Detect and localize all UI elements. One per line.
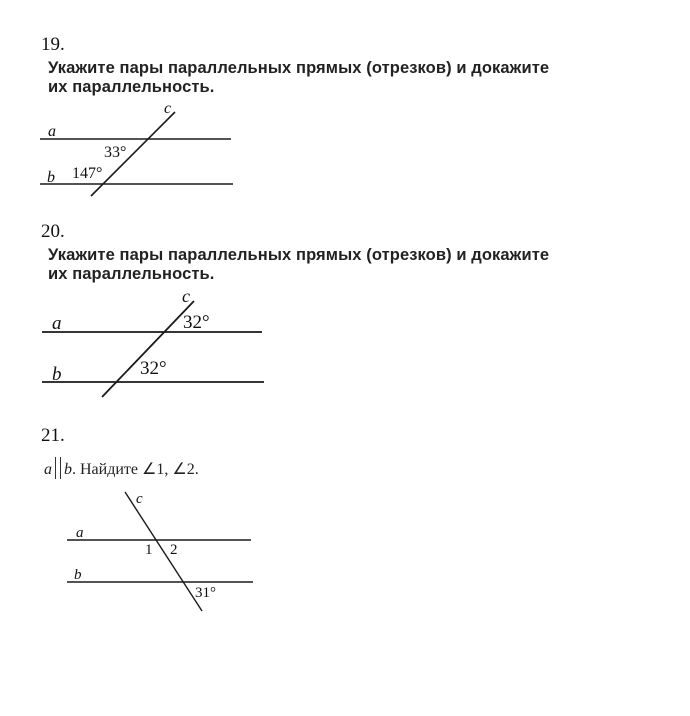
label-a: a xyxy=(76,525,84,541)
label-a: a xyxy=(48,123,56,140)
label-b: b xyxy=(74,567,82,583)
line-c xyxy=(125,492,202,611)
problem-20-number: 20. xyxy=(41,221,65,242)
angle-label-top: 33° xyxy=(104,144,127,161)
problem-19-text-line2: их параллельность. xyxy=(48,78,215,96)
label-c: c xyxy=(136,491,143,507)
var-a: a xyxy=(44,461,52,478)
angle-label-bottom: 32° xyxy=(140,358,167,379)
label-c: c xyxy=(182,286,190,306)
angle-label-1: 1 xyxy=(145,542,153,558)
label-b: b xyxy=(47,169,55,186)
label-a: a xyxy=(52,313,62,334)
problem-19-text-line1: Укажите пары параллельных прямых (отрезков) и докажите xyxy=(48,59,550,77)
angle-label-top: 32° xyxy=(183,312,210,333)
angle-label-given: 31° xyxy=(195,585,216,601)
problem-20-text-line1: Укажите пары параллельных прямых (отрезков) и докажите xyxy=(48,246,550,264)
problem-21-number: 21. xyxy=(41,425,65,446)
var-b: b xyxy=(64,461,72,478)
label-c: c xyxy=(164,100,172,117)
angle-label-bottom: 147° xyxy=(72,165,103,182)
problem-19-number: 19. xyxy=(41,34,65,55)
angle-label-2: 2 xyxy=(170,542,178,558)
problem-21-question: . Найдите ∠1, ∠2. xyxy=(72,461,199,478)
problem-20-text-line2: их параллельность. xyxy=(48,265,215,283)
label-b: b xyxy=(52,364,62,385)
